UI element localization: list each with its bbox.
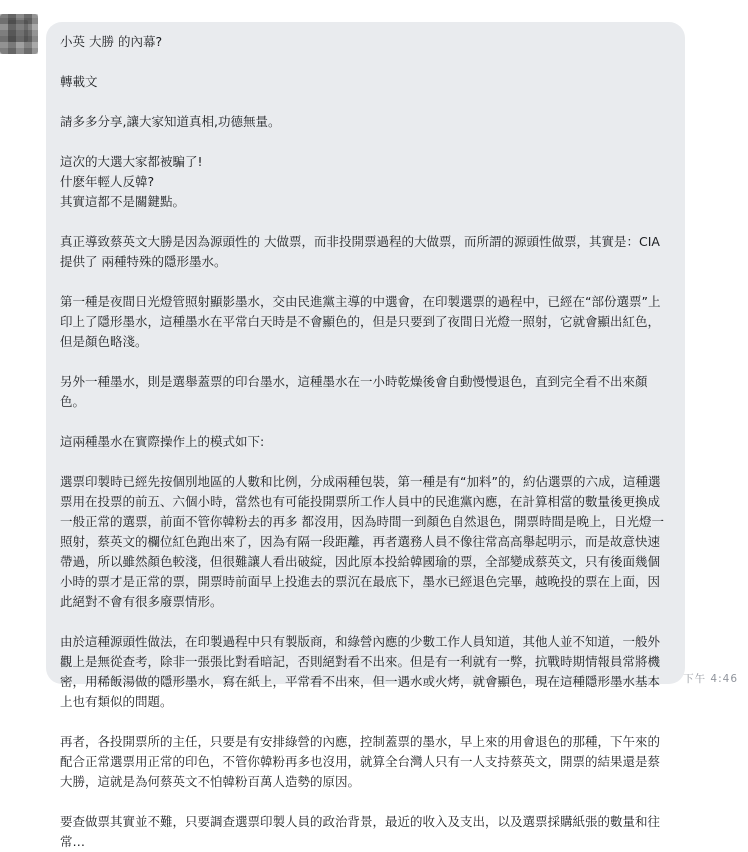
message-paragraph: 選票印製時已經先按個別地區的人數和比例，分成兩種包裝，第一種是有“加料”的，約佔選票的六成，這種選票用在投票的前五、六個小時，當然也有可能投開票所工作人員中的民進黨內應，在計算相當的數量後更換成一般正常的選票，前面不管你韓粉去的再多 都沒用，因為時間一到顏色自然退色，開票時間是晚上，日光燈一照射，蔡英文的欄位紅色跑出來了，因為有隔一段距離，再者選務人員不像往常高高舉起明示，而是故意快速帶過，所以雖然顏色較淺，但很難讓人看出破綻，因此原本投給韓國瑜的票，全部變成蔡英文，只有後面幾個小時的票才是正常的票，開票時前面早上投進去的票沉在最底下，墨水已經退色完畢，越晚投的票在上面，因此絕對不會有很多廢票情形。 [60, 474, 664, 609]
message-paragraph: 轉載文 [60, 74, 98, 89]
message-paragraph: 第一種是夜間日光燈管照射顯影墨水，交由民進黨主導的中選會，在印製選票的過程中，已經在“部份選票”上印上了隱形墨水，這種墨水在平常白天時是不會顯色的，但是只要到了夜間日光燈一照射，它就會顯出紅色，但是顏色略淺。 [60, 294, 661, 349]
message-paragraph: 由於這種源頭性做法，在印製過程中只有製版商，和綠營內應的少數工作人員知道，其他人並不知道，一般外觀上是無從查考，除非一張張比對看暗記，否則絕對看不出來。但是有一利就有一弊，抗戰時期情報員常將機密，用稀飯湯做的隱形墨水，寫在紙上，平常看不出來，但一遇水或火烤，就會顯色，現在這種隱形墨水基本上也有類似的問題。 [60, 634, 661, 709]
message-paragraph: 請多多分享,讓大家知道真相,功德無量。 [60, 114, 281, 129]
message-paragraph: 這次的大選大家都被騙了! 什麽年輕人反韓? 其實這都不是關鍵點。 [60, 154, 203, 209]
message-paragraph: 再者，各投開票所的主任，只要是有安排綠營的內應，控制蓋票的墨水，早上來的用會退色的那種，下午來的配合正常選票用正常的印色，不管你韓粉再多也沒用，就算全台灣人只有一人支持蔡英文，開票的結果還是蔡大勝，這就是為何蔡英文不怕韓粉百萬人造勢的原因。 [60, 734, 661, 789]
message-paragraph: 真正導致蔡英文大勝是因為源頭性的 大做票，而非投開票過程的大做票，而所謂的源頭性做票，其實是：CIA提供了 兩種特殊的隱形墨水。 [60, 234, 660, 269]
avatar[interactable] [0, 14, 38, 54]
message-timestamp: 下午 4:46 [683, 673, 738, 685]
message-paragraph: 另外一種墨水，則是選舉蓋票的印台墨水，這種墨水在一小時乾燥後會自動慢慢退色，直到完全看不出來顏色。 [60, 374, 648, 409]
message-paragraph: 要查做票其實並不難，只要調查選票印製人員的政治背景，最近的收入及支出，以及選票採購紙張的數量和往常… [60, 814, 661, 849]
message-paragraph: 這兩種墨水在實際操作上的模式如下: [60, 434, 265, 449]
message-bubble[interactable] [46, 22, 685, 849]
message-paragraph: 小英 大勝 的內幕? [60, 34, 163, 49]
